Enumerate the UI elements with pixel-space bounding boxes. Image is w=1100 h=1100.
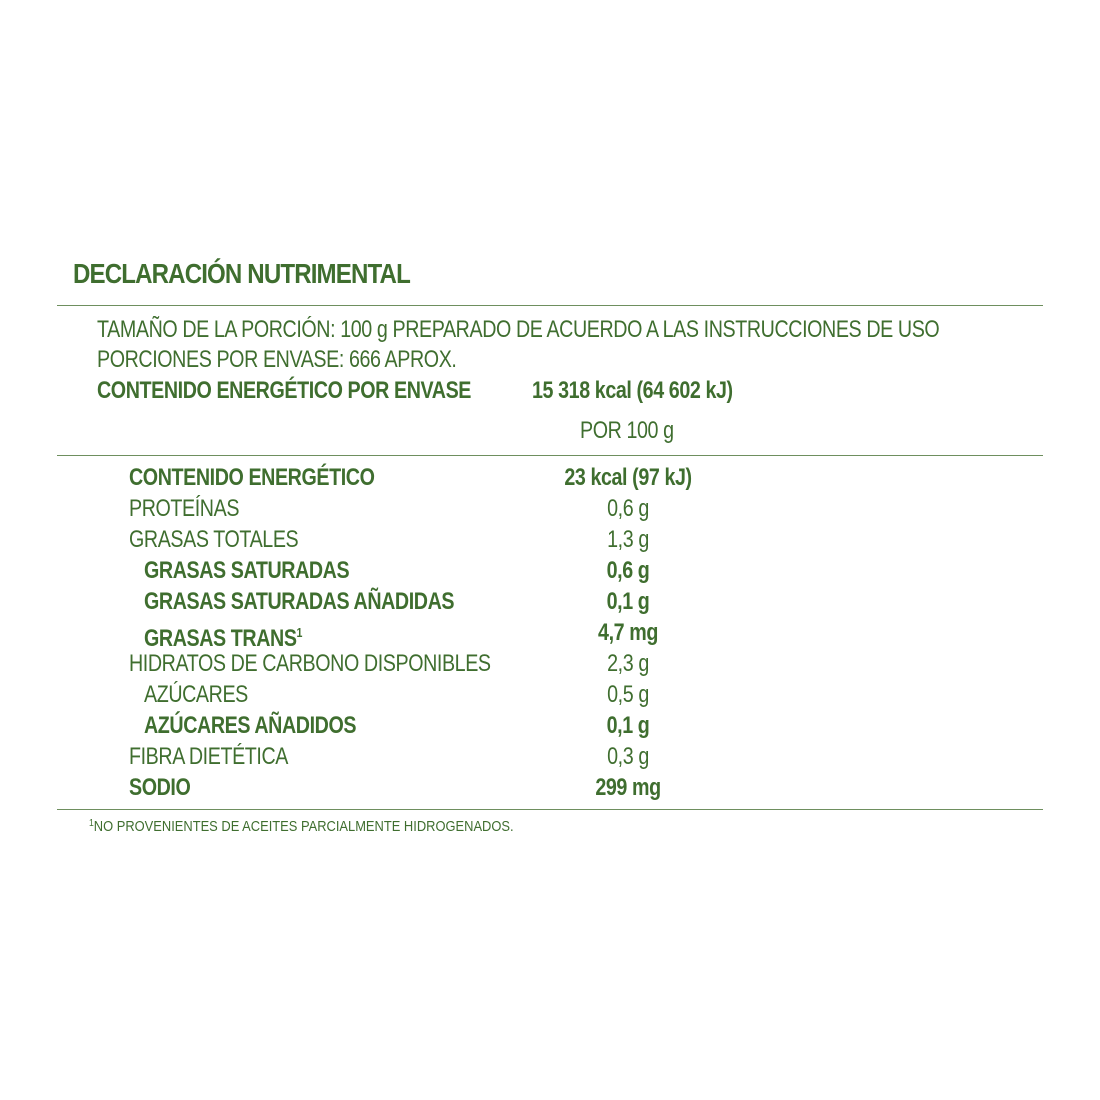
- nutrient-row-carbohydrates: [0, 649, 1100, 680]
- nutrient-value: 0,5 g: [607, 681, 649, 708]
- servings-per-container-text: PORCIONES POR ENVASE: 666 APROX.: [97, 346, 457, 373]
- nutrient-row-added-sugars: [0, 711, 1100, 742]
- nutrient-row-energy: [0, 463, 1100, 494]
- nutrient-label: GRASAS TOTALES: [129, 526, 299, 553]
- nutrient-row-added-saturated-fat: [0, 587, 1100, 618]
- nutrient-value: 1,3 g: [607, 526, 649, 553]
- footnote-marker: 1: [296, 625, 303, 640]
- nutrient-value: 0,6 g: [606, 557, 650, 584]
- energy-per-container-label: CONTENIDO ENERGÉTICO POR ENVASE: [97, 377, 472, 404]
- nutrient-row-total-fat: [0, 525, 1100, 556]
- nutrient-label-text: GRASAS TRANS: [144, 625, 297, 652]
- nutrient-value: 0,6 g: [607, 495, 649, 522]
- nutrient-row-fiber: [0, 742, 1100, 773]
- nutrient-value: 0,3 g: [607, 743, 649, 770]
- top-divider: [57, 305, 1043, 306]
- footnote: [89, 818, 514, 835]
- nutrient-value: 299 mg: [595, 774, 661, 801]
- nutrient-label: GRASAS SATURADAS: [144, 557, 350, 584]
- nutrient-row-sugars: [0, 680, 1100, 711]
- serving-size-text: TAMAÑO DE LA PORCIÓN: 100 g PREPARADO DE ACUERDO A LAS INSTRUCCIONES DE USO: [97, 316, 940, 343]
- nutrient-label: GRASAS SATURADAS AÑADIDAS: [144, 588, 455, 615]
- nutrient-label: AZÚCARES AÑADIDOS: [144, 712, 357, 739]
- nutrient-label: PROTEÍNAS: [129, 495, 240, 522]
- footnote-text: NO PROVENIENTES DE ACEITES PARCIALMENTE HIDROGENADOS.: [93, 818, 514, 835]
- nutrient-value: 0,1 g: [606, 588, 650, 615]
- nutrient-value: 23 kcal (97 kJ): [564, 464, 692, 491]
- nutrient-label: FIBRA DIETÉTICA: [129, 743, 288, 770]
- nutrient-value: 0,1 g: [606, 712, 650, 739]
- nutrient-value: 2,3 g: [607, 650, 649, 677]
- middle-divider: [57, 455, 1043, 456]
- nutrient-row-saturated-fat: [0, 556, 1100, 587]
- nutrient-row-sodium: [0, 773, 1100, 804]
- nutrient-value: 4,7 mg: [598, 619, 658, 646]
- nutrient-row-trans-fat: [0, 618, 1100, 652]
- nutrient-label: HIDRATOS DE CARBONO DISPONIBLES: [129, 650, 491, 677]
- energy-per-container-value: 15 318 kcal (64 602 kJ): [532, 377, 733, 404]
- nutrient-label: CONTENIDO ENERGÉTICO: [129, 464, 375, 491]
- bottom-divider: [57, 809, 1043, 810]
- per-100g-header: POR 100 g: [580, 417, 674, 444]
- nutrient-row-proteins: [0, 494, 1100, 525]
- footnote-mark: 1: [89, 818, 94, 829]
- nutrient-label: AZÚCARES: [144, 681, 248, 708]
- label-title: DECLARACIÓN NUTRIMENTAL: [73, 258, 410, 289]
- nutrient-label: SODIO: [129, 774, 191, 801]
